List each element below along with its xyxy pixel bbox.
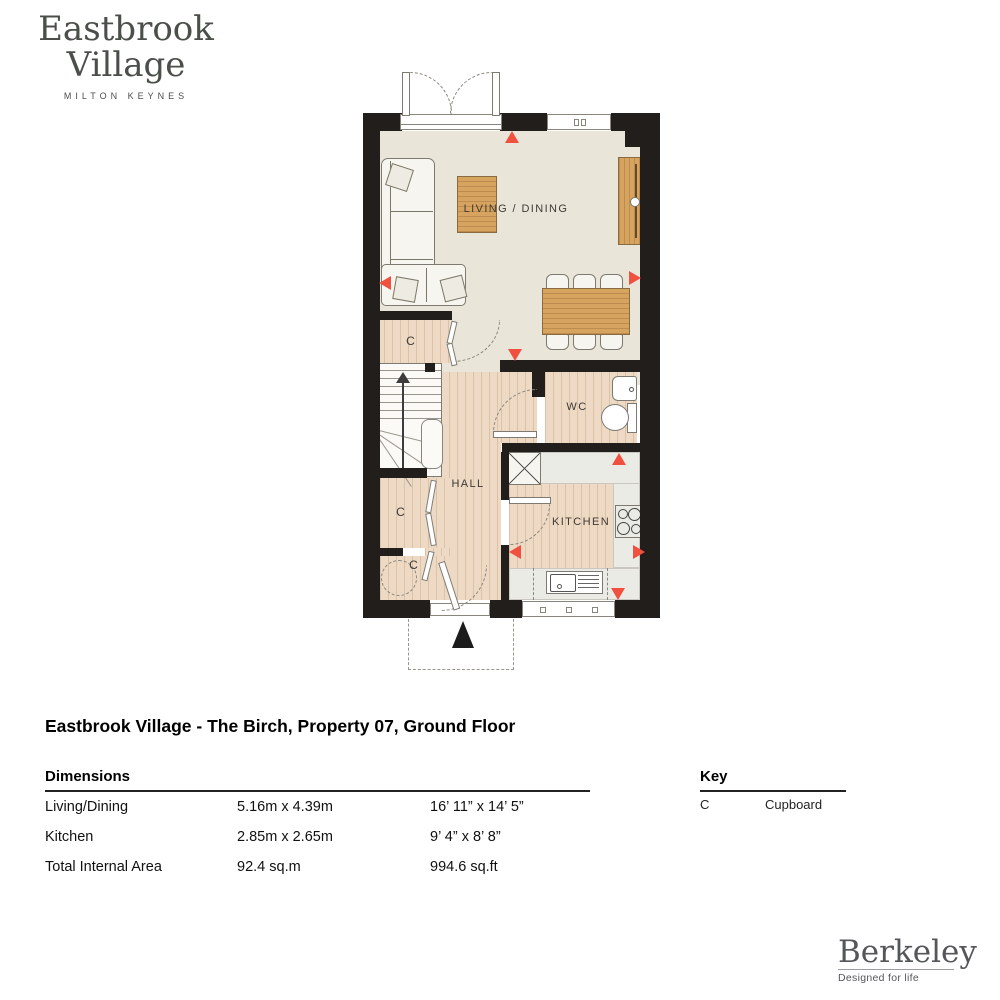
wall xyxy=(625,113,640,147)
sofa-cushion xyxy=(392,276,419,303)
window-mullion xyxy=(581,119,586,126)
dimension-row-imperial: 16’ 11” x 14’ 5” xyxy=(430,799,524,815)
appliance-space-divider xyxy=(533,568,534,600)
wall xyxy=(490,600,522,618)
measurement-marker xyxy=(509,545,521,559)
stair-direction-arrow xyxy=(396,372,410,383)
hob-ring xyxy=(617,522,630,535)
logo-line2: Village xyxy=(66,45,186,85)
dining-chair xyxy=(600,334,623,350)
cupboard-label: C xyxy=(409,558,419,572)
basin-icon xyxy=(612,376,637,401)
french-door-sill xyxy=(400,114,502,130)
dimension-row-metric: 5.16m x 4.39m xyxy=(237,799,333,815)
room-label-hall: HALL xyxy=(451,478,485,490)
key-heading: Key xyxy=(700,768,728,785)
wall xyxy=(363,548,403,556)
toilet-bowl xyxy=(601,404,629,431)
wall xyxy=(615,600,660,618)
dimension-row-metric: 92.4 sq.m xyxy=(237,859,301,875)
window-mullion xyxy=(574,119,579,126)
dimension-row-label: Kitchen xyxy=(45,829,94,845)
room-label-living: LIVING / DINING xyxy=(463,203,569,215)
measurement-marker xyxy=(629,271,641,285)
key-symbol: C xyxy=(700,797,710,812)
room-label-kitchen: KITCHEN xyxy=(551,516,611,528)
door-swing-arc xyxy=(450,72,492,114)
logo-location: MILTON KEYNES xyxy=(63,91,189,101)
development-logo xyxy=(30,9,222,101)
sink-bowl xyxy=(550,574,576,592)
cupboard-label: C xyxy=(396,505,406,519)
wall xyxy=(425,363,435,372)
dimension-row-imperial: 994.6 sq.ft xyxy=(430,859,498,875)
stair-direction-line xyxy=(402,382,404,468)
window-kitchen xyxy=(522,601,615,617)
dimension-row-label: Living/Dining xyxy=(45,799,129,815)
sink-tap-dot xyxy=(557,584,562,589)
hob-icon xyxy=(615,505,641,538)
berkeley-logo xyxy=(838,936,977,984)
wall xyxy=(502,443,645,452)
berkeley-tagline: Designed for life xyxy=(838,969,954,984)
staircase xyxy=(376,363,442,477)
wall xyxy=(363,468,427,478)
wall xyxy=(363,311,452,320)
cupboard-floor-mid xyxy=(380,478,450,548)
wall xyxy=(363,600,430,618)
measurement-marker xyxy=(508,349,522,361)
measurement-marker xyxy=(612,453,626,465)
sofa-seam xyxy=(390,259,433,260)
measurement-marker xyxy=(379,276,391,290)
berkeley-name: Berkeley xyxy=(838,934,977,970)
measurement-marker xyxy=(633,545,645,559)
basin-tap-dot xyxy=(629,387,634,392)
dimension-row-imperial: 9’ 4” x 8’ 8” xyxy=(430,829,501,845)
dimension-row-label: Total Internal Area xyxy=(45,859,162,875)
entrance-arrow xyxy=(452,621,474,648)
sofa-seam xyxy=(390,211,433,212)
sink-icon xyxy=(546,571,603,594)
measurement-marker xyxy=(611,588,625,600)
cupboard-label: C xyxy=(406,334,416,348)
room-label-wc: WC xyxy=(566,401,588,413)
key-meaning: Cupboard xyxy=(765,797,823,812)
wc-door-leaf xyxy=(493,431,537,438)
french-door-leaf xyxy=(492,72,500,116)
sink-drainer xyxy=(578,575,599,589)
floor-plan xyxy=(363,113,660,618)
window-living xyxy=(547,114,611,130)
measurement-marker xyxy=(505,131,519,143)
dimensions-heading: Dimensions xyxy=(45,768,131,785)
sill-line xyxy=(401,124,501,125)
hob-ring xyxy=(618,509,628,519)
logo-line1: Eastbrook xyxy=(38,9,214,49)
wall xyxy=(640,113,660,618)
wall xyxy=(501,452,509,500)
window-mullion xyxy=(566,607,572,613)
appliance-space-divider xyxy=(607,568,608,600)
wall xyxy=(500,113,547,131)
window-mullion xyxy=(540,607,546,613)
wall xyxy=(363,113,380,618)
dimensions-rule xyxy=(45,790,590,792)
stair-newel xyxy=(421,419,443,469)
dining-table xyxy=(542,288,630,335)
dining-chair xyxy=(546,334,569,350)
appliance-unit-icon xyxy=(508,452,541,485)
window-mullion xyxy=(592,607,598,613)
page-title: Eastbrook Village - The Birch, Property 07, Ground Floor xyxy=(45,716,516,736)
door-swing-arc xyxy=(410,72,452,114)
french-door-leaf xyxy=(402,72,410,116)
wall xyxy=(501,545,509,600)
dining-chair xyxy=(573,334,596,350)
kitchen-door-leaf xyxy=(509,497,551,504)
wall xyxy=(500,360,640,372)
sofa-seam xyxy=(426,268,427,302)
dimension-row-metric: 2.85m x 2.65m xyxy=(237,829,333,845)
key-rule xyxy=(700,790,846,792)
wardrobe-knob xyxy=(630,197,640,207)
